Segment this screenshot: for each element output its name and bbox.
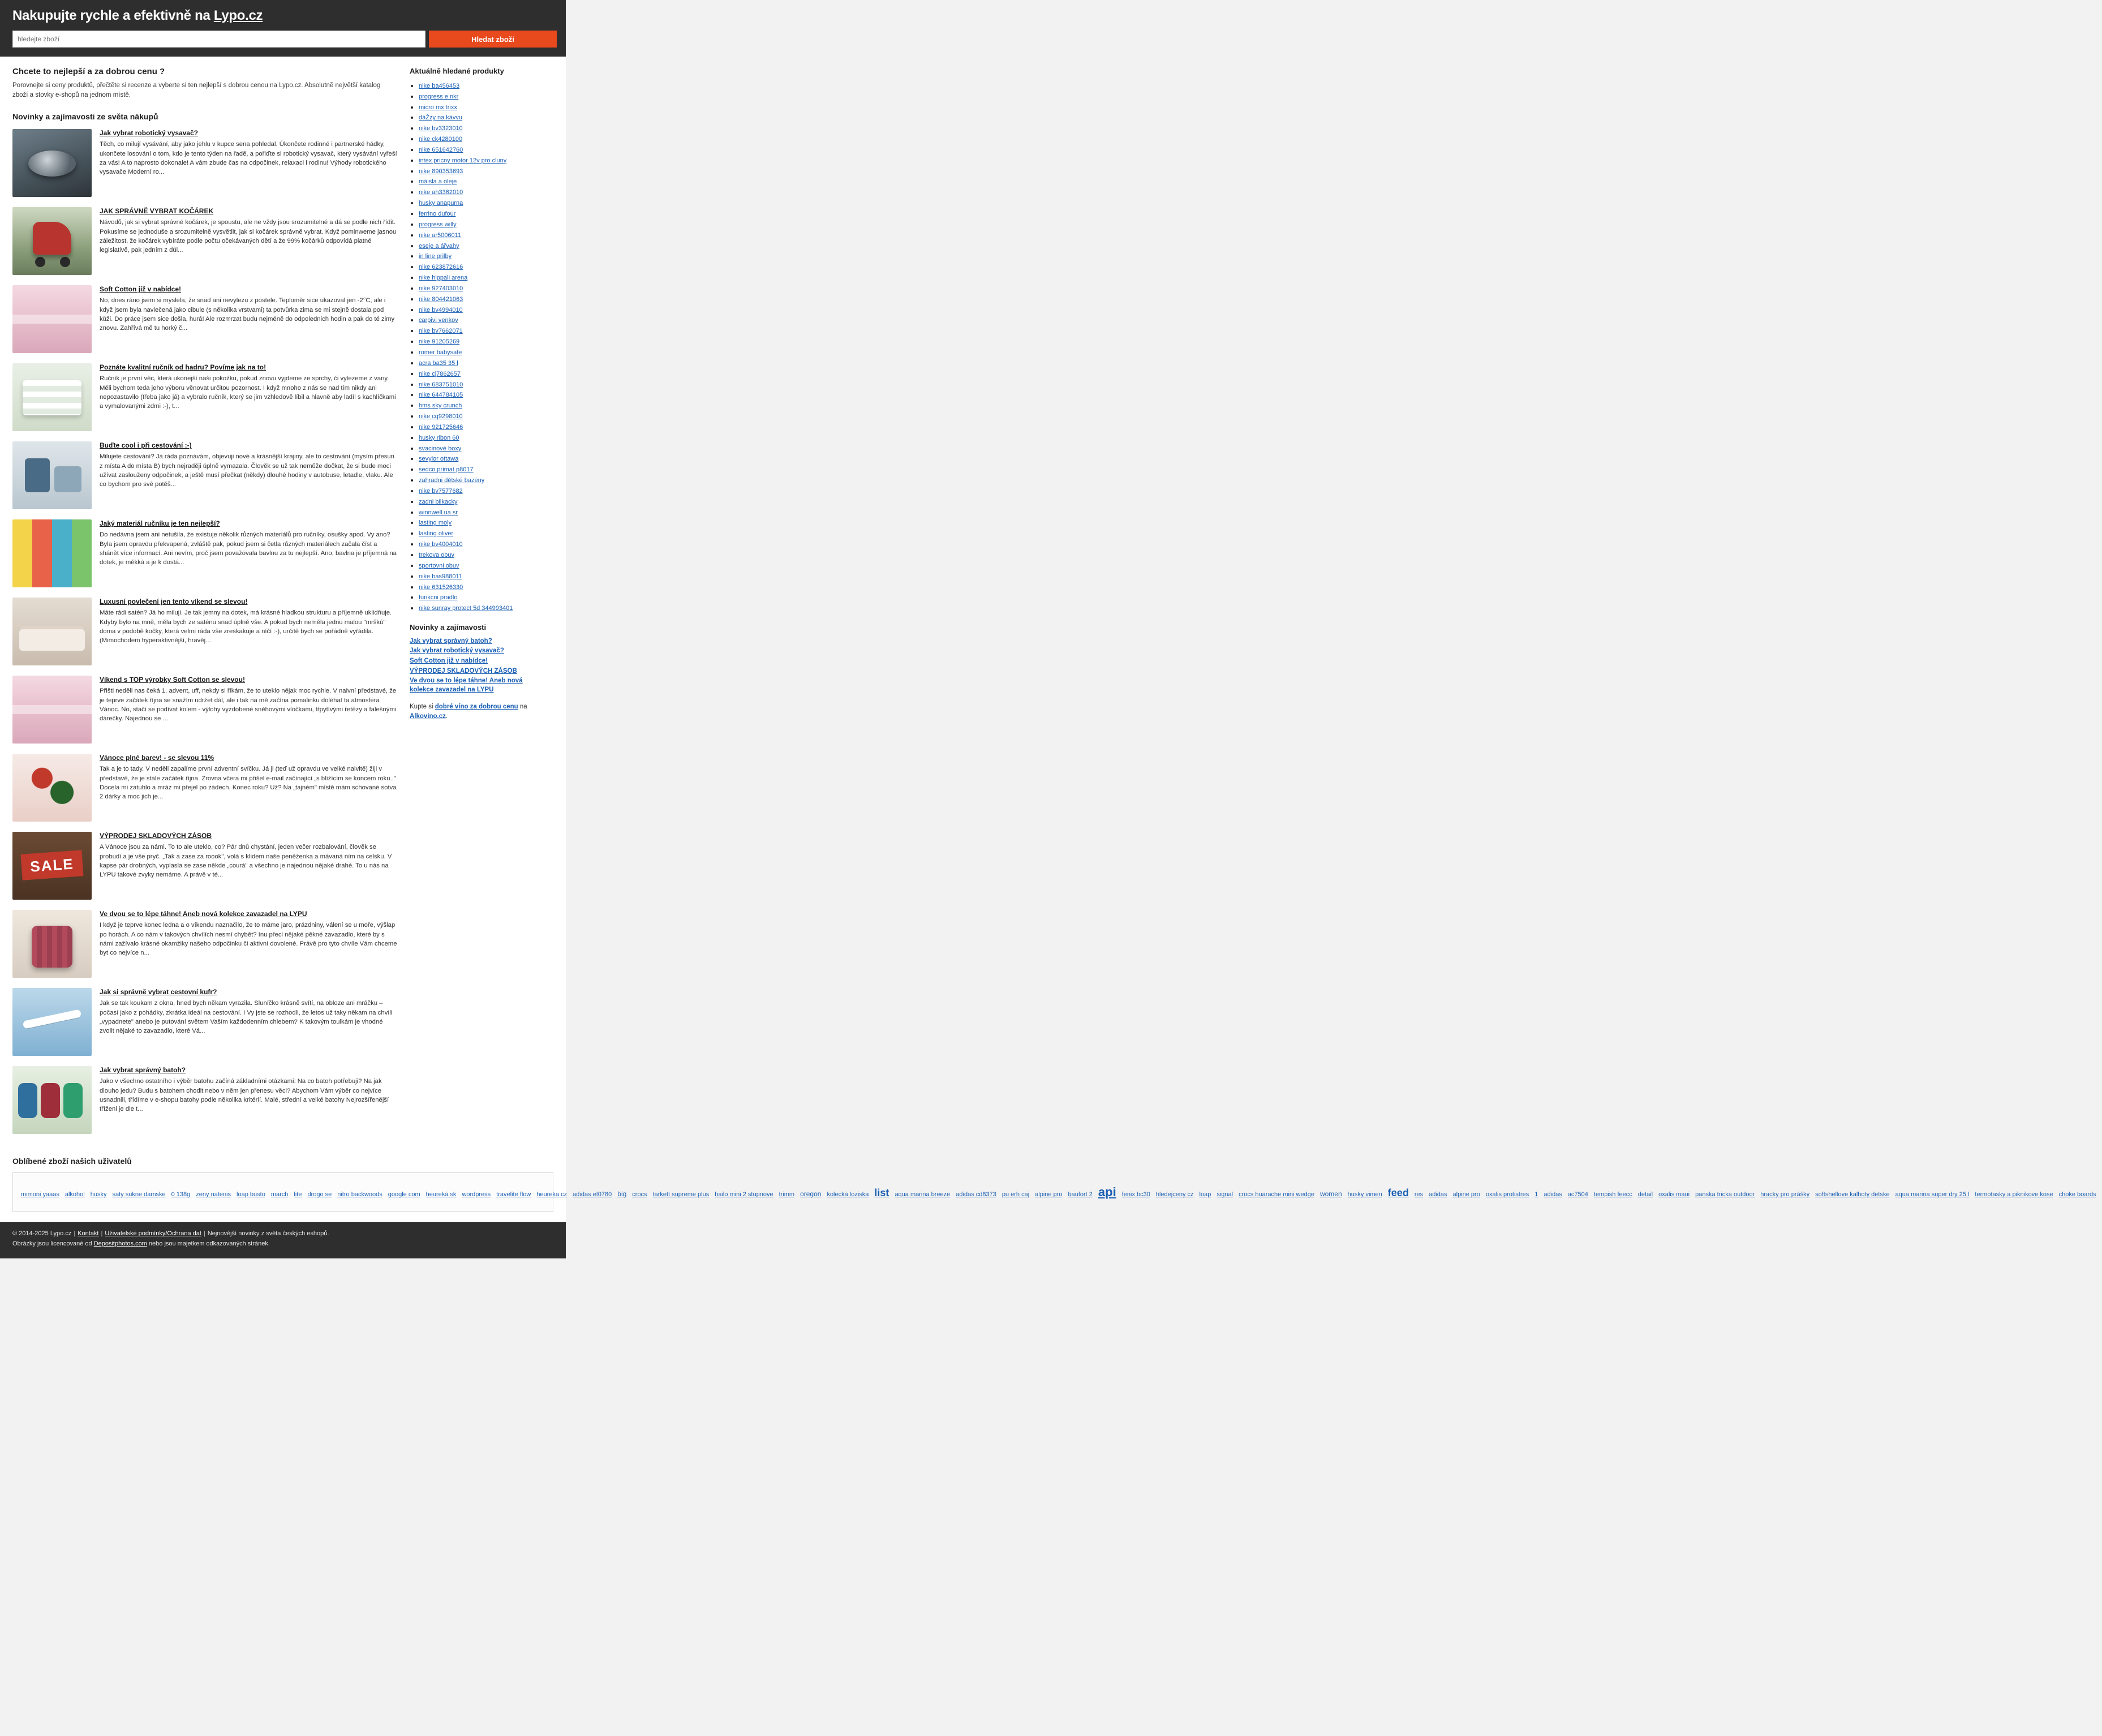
article-excerpt: Ručník je první věc, která ukonejší naši pokožku, pokud znovu vyjdeme ze sprchy, či vylezeme z vany. Měli bychom teda jeho výboru věnovat určitou pozornost. I když mnoho z nás se nad tím nikdy ani nepozastavilo (třeba jako já) a vybralo ručník, který se jim vzhledově líbil a hlavně aby ladíl s kachlíčkami a vymalovanými zdmi :-), t... — [100, 375, 396, 410]
tag-link[interactable]: ac7504 — [1567, 1191, 1588, 1198]
popular-product-link[interactable]: nike 631526330 — [419, 583, 463, 591]
tag-link[interactable]: heureká sk — [425, 1191, 457, 1198]
popular-product-item — [419, 220, 545, 229]
article-item — [12, 1066, 397, 1134]
article-item — [12, 676, 397, 744]
article-thumbnail[interactable] — [12, 598, 92, 665]
popular-product-link[interactable]: nike ar5006011 — [419, 231, 462, 239]
tag-link[interactable]: saty sukne damske — [112, 1191, 166, 1198]
tag-link[interactable]: alpine pro — [1035, 1191, 1063, 1198]
popular-product-link[interactable]: nike bas988011 — [419, 573, 462, 580]
footer-depositphotos-link[interactable]: Depositphotos.com — [93, 1240, 147, 1247]
popular-product-item — [419, 262, 545, 272]
footer-contact-link[interactable]: Kontakt — [78, 1230, 99, 1237]
popular-product-link[interactable]: sedco primat p8017 — [419, 466, 474, 474]
popular-product-link[interactable]: intex pricny motor 12v pro cluny — [419, 157, 507, 164]
sidebar-news-title: Novinky a zajímavosti — [410, 623, 487, 632]
popular-product-link[interactable]: nike bv3323010 — [419, 125, 463, 132]
article-item — [12, 754, 397, 822]
popular-product-item — [419, 369, 545, 379]
tag-link[interactable]: choke boards — [2058, 1191, 2096, 1198]
search-button[interactable]: Hledat zboží — [429, 31, 557, 48]
popular-product-item — [419, 123, 545, 133]
article-title-link[interactable]: Vánoce plné barev! - se slevou 11% — [100, 754, 214, 762]
brand-link[interactable]: Lypo.cz — [213, 8, 263, 23]
footer-images-before: Obrázky jsou licencované od — [12, 1240, 94, 1247]
tag-link[interactable]: fenix bc30 — [1121, 1191, 1150, 1198]
article-item — [12, 285, 397, 353]
popular-product-item — [419, 273, 545, 282]
popular-product-item — [419, 81, 545, 91]
page-title-prefix: Nakupujte rychle a efektivně na — [12, 8, 214, 23]
popular-product-link[interactable]: acra ba35 35 l — [419, 359, 458, 367]
popular-product-item — [419, 187, 545, 197]
tag-link[interactable]: tarkett supreme plus — [652, 1191, 710, 1198]
article-thumbnail[interactable] — [12, 754, 92, 822]
popular-product-link[interactable]: micro mx trixx — [419, 104, 457, 111]
tag-link[interactable]: alpine pro — [1452, 1191, 1480, 1198]
tag-link[interactable]: softshellove kalhoty detske — [1815, 1191, 1890, 1198]
footer-line-2 — [12, 1239, 553, 1249]
article-item — [12, 519, 397, 587]
article-title-link[interactable]: Jak vybrat robotický vysavač? — [100, 129, 199, 137]
sidebar-news-link[interactable]: Jak vybrat správný batoh? — [410, 637, 492, 644]
article-title-link[interactable]: Jaký materiál ručníku je ten nejlepší? — [100, 519, 220, 528]
article-item — [12, 207, 397, 275]
article-excerpt: Do nedávna jsem ani netušila, že existuje několik různých materiálů pro ručníky, osušky apod. Vy ano? Byla jsem opravdu překvapená, zvláště pak, pokud jsem si četla různých materiálech začala číst a shánět více informací. Ani nevím, proč jsem považovala bavlnu za tu nejlepší. Ano, bavlna je příjemná na dotek, je měkká a je k dostá... — [100, 531, 397, 566]
article-body — [100, 598, 397, 665]
tag-link[interactable]: res — [1414, 1191, 1424, 1198]
sidebar — [410, 67, 545, 1144]
site-footer — [0, 1222, 566, 1258]
popular-product-link[interactable]: husky anapurna — [419, 200, 463, 207]
article-excerpt: Máte rádi satén? Já ho miluji. Je tak jemny na dotek, má krásné hladkou strukturu a příjemně uklidňuje. Kdyby bylo na mně, měla bych ze saténu snad úplně vše. A pokud bych neměla jednu malou "mrškú" doma v podobě kočky, která velmi ráda vše zreskakuje a níčí :-), určitě bych se pořádně vyřádila. (Mimochodem hyperaktivnější, hravěj... — [100, 609, 392, 644]
tag-link[interactable]: lite — [294, 1191, 302, 1198]
article-excerpt: Tak a je to tady. V neděli zapalíme první adventní svíčku. Já ji (teď už opravdu ve velké naivitě) žiji v představě, že je stále začátek října. Zrovna včera mi přišel e-mail začínající „s blížícím se koncem roku.." Docela mi zatuhlo a mráz mi přejel po zádech. Konec roku? Už? Na „tajném" místě mám schované sotva 2 dárky a moc jich je... — [100, 766, 397, 801]
article-excerpt: Těch, co milují vysávání, aby jako jehlu v kupce sena pohledal. Úkončete rodinné i partnerské hádky, ukončete losování o tom, kdo je tento týden na řadě, a pořiďte si robotický vysavač, který vysávání vyřeší za vás! A to naprosto dokonale! A vám zbude čas na odpočinek, relaxaci i rodinu! Výhody robotického vysavače Moderní ro... — [100, 141, 397, 176]
popular-product-link[interactable]: nike ck4280100 — [419, 136, 463, 143]
popular-product-link[interactable]: nike 890353693 — [419, 167, 463, 175]
tag-link[interactable]: pu erh caj — [1001, 1191, 1030, 1198]
sidebar-promo — [410, 702, 545, 721]
popular-product-item — [419, 156, 545, 165]
popular-product-link[interactable]: romer babysafe — [419, 349, 462, 356]
promo-text-after: . — [445, 712, 448, 720]
promo-link-alkovino[interactable]: Alkovino.cz — [410, 712, 446, 720]
popular-product-item — [419, 358, 545, 368]
footer-terms-link[interactable]: Uživatelské podmínky/Ochrana dat — [105, 1230, 201, 1237]
tag-link[interactable]: crocs — [632, 1191, 647, 1198]
sidebar-news-link[interactable]: Jak vybrat robotický vysavač? — [410, 647, 504, 655]
promo-link-wine[interactable]: dobré víno za dobrou cenu — [435, 703, 518, 711]
tag-link[interactable]: adidas — [1544, 1191, 1562, 1198]
tag-link[interactable]: aqua marina super dry 25 l — [1895, 1191, 1970, 1198]
popular-product-link[interactable]: carpivi venkov — [419, 317, 458, 324]
popular-product-item — [419, 251, 545, 261]
article-body — [100, 754, 397, 822]
popular-product-link[interactable]: nike 921725646 — [419, 423, 463, 431]
article-body — [100, 363, 397, 431]
tag-link[interactable]: women — [1319, 1190, 1342, 1198]
footer-images-after: nebo jsou majetkem odkazovaných stránek. — [147, 1240, 270, 1247]
article-body — [100, 129, 397, 197]
popular-product-item — [419, 294, 545, 304]
article-title-link[interactable]: Poznáte kvalitní ručník od hadru? Povíme jak na to! — [100, 363, 266, 372]
popular-product-link[interactable]: dáŽzy na kávvu — [419, 114, 463, 122]
popular-product-link[interactable]: nike hippali arena — [419, 274, 468, 282]
article-title-link[interactable]: Soft Cotton již v nabídce! — [100, 285, 181, 294]
popular-product-item — [419, 454, 545, 463]
popular-product-item — [419, 508, 545, 517]
tagcloud-title: Oblíbené zboží našich uživatelů — [12, 1157, 132, 1166]
popular-product-item — [419, 475, 545, 485]
popular-product-link[interactable]: sevylor ottawa — [419, 456, 459, 463]
tag-link[interactable]: oxalis protistres — [1485, 1191, 1529, 1198]
article-body — [100, 207, 397, 275]
popular-product-link[interactable]: winnwell ua sr — [419, 509, 458, 516]
article-title-link[interactable]: VÝPRODEJ SKLADOVÝCH ZÁSOB — [100, 832, 212, 840]
popular-product-item — [419, 241, 545, 251]
popular-product-item — [419, 134, 545, 144]
popular-product-link[interactable]: ferrino dufour — [419, 210, 456, 218]
popular-product-item — [419, 305, 545, 315]
popular-product-link[interactable]: funkcni pradlo — [419, 594, 458, 601]
sidebar-news-link[interactable]: VÝPRODEJ SKLADOVÝCH ZÁSOB — [410, 667, 517, 674]
article-excerpt: Návodů, jak si vybrat správné kočárek, je spoustu, ale ne vždy jsou srozumitelné a dá se podle nich řídit. Pokusíme se jednoduše a srozumitelně vysvětlit, jak si kočárek správně vybrat. Když pominweme jasnou záležitost, že kočárek vybíráte podle počtu očekávaných dětí a že 99% kočárků odpovídá platné legislativě, pak jedním z důl... — [100, 219, 397, 254]
popular-product-item — [419, 113, 545, 122]
article-body — [100, 676, 397, 744]
tag-link[interactable]: list — [874, 1187, 889, 1199]
tag-link[interactable]: trimm — [779, 1191, 795, 1198]
article-title-link[interactable]: Jak si správně vybrat cestovní kufr? — [100, 988, 217, 996]
article-excerpt: Přišti neděli nas čeká 1. advent, uff, nekdy si říkám, že to uteklo nějak moc rychle. V naivní představé, že je teprve začátek října se snažím udržet dál, ale i tak na mě začína pomalinku doléhat ta atmosféra Vánoc. No, stačí se podívat kolem - výlohy vyzdobené sněhovými vločkami, třpytívými řetězy a falešnými dárečky. Najednou se ... — [100, 687, 397, 723]
search-input[interactable] — [12, 31, 425, 48]
popular-product-link[interactable]: husky ribon 60 — [419, 434, 459, 441]
article-title-link[interactable]: Ve dvou se to lépe táhne! Aneb nová kolekce zavazadel na LYPU — [100, 910, 307, 918]
article-thumbnail[interactable] — [12, 832, 92, 900]
article-item — [12, 598, 397, 665]
popular-product-item — [419, 177, 545, 186]
tag-link[interactable]: husky vimen — [1347, 1191, 1382, 1198]
popular-product-item — [419, 444, 545, 453]
tag-link[interactable]: 1 — [1534, 1191, 1538, 1198]
article-item — [12, 910, 397, 978]
tag-link[interactable]: detail — [1637, 1191, 1653, 1198]
article-body — [100, 519, 397, 587]
sidebar-news-link[interactable]: Ve dvou se to lépe táhne! Aneb nová kolekce zavazadel na LYPU — [410, 677, 523, 693]
popular-product-item — [419, 561, 545, 570]
article-title-link[interactable]: JAK SPRÁVNĚ VYBRAT KOČÁREK — [100, 207, 214, 216]
popular-product-item — [419, 326, 545, 336]
footer-tagline: Nejnovější novinky z světa českých eshopů. — [207, 1230, 329, 1237]
promo-text-mid: na — [518, 703, 527, 711]
popular-product-item — [419, 486, 545, 496]
popular-product-item — [419, 401, 545, 410]
news-heading: Novinky a zajímavosti ze světa nákupů — [12, 112, 158, 122]
popular-product-item — [419, 315, 545, 325]
popular-product-link[interactable]: nike sunray protect 5d 344993401 — [419, 605, 513, 612]
tag-link[interactable]: adidas ef0780 — [573, 1191, 612, 1198]
tag-link[interactable]: oxalis maui — [1658, 1191, 1690, 1198]
popular-product-link[interactable]: máisla a oleje — [419, 178, 457, 186]
popular-product-item — [419, 209, 545, 218]
popular-product-item — [419, 603, 545, 613]
tag-link[interactable]: crocs huarache mini wedge — [1239, 1191, 1314, 1198]
footer-copyright: © 2014-2025 Lypo.cz — [12, 1230, 72, 1237]
tag-link[interactable]: hailo mini 2 stupnove — [715, 1191, 773, 1198]
popular-product-item — [419, 380, 545, 389]
tag-link[interactable]: nitro backwoods — [337, 1191, 382, 1198]
article-list — [12, 129, 397, 1134]
popular-product-link[interactable]: progress willy — [419, 221, 457, 228]
popular-product-item — [419, 390, 545, 399]
popular-product-link[interactable]: nike 651642760 — [419, 146, 463, 153]
article-body — [100, 832, 397, 900]
popular-product-item — [419, 518, 545, 527]
popular-product-link[interactable]: lasting oliver — [419, 530, 454, 538]
tag-link[interactable]: 0 138g — [171, 1191, 191, 1198]
article-body — [100, 988, 397, 1056]
article-title-link[interactable]: Jak vybrat správný batoh? — [100, 1066, 186, 1075]
popular-product-link[interactable]: nike bv4994010 — [419, 306, 463, 313]
intro-text: Porovnejte si ceny produktů, přečtěte si recenze a vyberte si ten nejlepší s dobrou cenou na Lypo.cz. Absolutně největší katalog zboží a stovky e-shopů na jednom místě. — [12, 82, 381, 98]
article-body — [100, 1066, 397, 1134]
content-area — [0, 57, 566, 1150]
popular-product-link[interactable]: svacinové boxy — [419, 445, 462, 452]
article-title-link[interactable]: Víkend s TOP výrobky Soft Cotton se slevou! — [100, 676, 245, 684]
popular-product-link[interactable]: nike 91205269 — [419, 338, 460, 346]
popular-product-link[interactable]: nike 804421063 — [419, 295, 463, 303]
tag-link[interactable]: wordpress — [462, 1191, 491, 1198]
popular-product-item — [419, 497, 545, 506]
tag-link[interactable]: oregon — [800, 1190, 822, 1198]
popular-product-item — [419, 145, 545, 154]
popular-product-item — [419, 92, 545, 101]
article-item — [12, 363, 397, 431]
popular-product-item — [419, 337, 545, 346]
tag-link[interactable]: baufort 2 — [1068, 1191, 1093, 1198]
popular-products-list — [410, 81, 545, 613]
article-title-link[interactable]: Buďte cool i při cestování :-) — [100, 441, 192, 450]
article-excerpt: Milujete cestování? Já ráda poznávám, objevuji nové a krásnější krajiny, ale to cestování (mysím přesun z místa A do místa B) bych nejraději úplně vymazala. Člověk se už tak nemůže dočkat, že si bude moci užívat zaslouženy odpočinek, a ještě musí přečkat (někdy) dlouhé hodiny v autobuse, letadle, vlaku. Ale co bychom pro své potěš... — [100, 453, 394, 488]
popular-product-item — [419, 528, 545, 538]
popular-product-item — [419, 102, 545, 112]
article-thumbnail[interactable] — [12, 207, 92, 275]
popular-product-item — [419, 465, 545, 474]
tag-link[interactable]: api — [1098, 1185, 1116, 1200]
tag-link[interactable]: signal — [1217, 1191, 1233, 1198]
article-thumbnail[interactable] — [12, 129, 92, 197]
tag-link[interactable]: termotasky a piknikove kose — [1975, 1191, 2053, 1198]
popular-product-link[interactable]: zadni bilkacky — [419, 498, 458, 505]
popular-product-link[interactable]: nike cq9298010 — [419, 413, 463, 420]
tag-link[interactable]: hledejceny cz — [1155, 1191, 1194, 1198]
article-thumbnail[interactable] — [12, 285, 92, 353]
promo-text-before: Kupte si — [410, 703, 435, 711]
popular-product-link[interactable]: trekova obuv — [419, 552, 454, 559]
tag-link[interactable]: heureka cz — [536, 1191, 568, 1198]
article-excerpt: I když je teprve konec ledna a o víkendu naznačilo, že to máme jaro, prázdniny, válení se u moře, výšlap po horách. A co nám v takových chvílích nesmí chybět? Inu přeci nějaké pěkné zavazadlo, které by s námi zažívalo krásné okamžiky našeho odpočinku či aktivní dovolené. Právě pro tyto chvíle Vám chceme byt co nejvíce n... — [100, 922, 397, 957]
popular-product-link[interactable]: sportovni obuv — [419, 562, 459, 569]
tag-link[interactable]: march — [270, 1191, 289, 1198]
popular-product-item — [419, 347, 545, 357]
article-item — [12, 129, 397, 197]
article-excerpt: Jako v všechno ostatního i výběr batohu začíná základními otázkami: Na co batoh potřebuji? Na jak dlouho jedu? Budu s batohem chodit nebo v něm jen přenesu věci? Abychom Vám výběr co nejvíce usnadnili, třídíme v e-shopu batohy podle několika kritérií. Malé, střední a velké batohy Nejrozšířenější tříženi je dle t... — [100, 1078, 389, 1113]
popular-product-item — [419, 539, 545, 549]
popular-product-link[interactable]: progress e nkr — [419, 93, 459, 100]
tag-link[interactable]: husky — [90, 1191, 107, 1198]
popular-product-item — [419, 411, 545, 421]
tag-link[interactable]: hracky pro prášky — [1760, 1191, 1810, 1198]
popular-product-item — [419, 198, 545, 208]
popular-product-link[interactable]: eseje a ářvahy — [419, 242, 459, 250]
article-item — [12, 441, 397, 509]
article-thumbnail[interactable] — [12, 910, 92, 978]
popular-product-item — [419, 422, 545, 432]
popular-product-link[interactable]: nike 683751010 — [419, 381, 463, 388]
site-header — [0, 0, 566, 57]
popular-product-link[interactable]: nike ah3362010 — [419, 189, 463, 196]
popular-product-link[interactable]: nike 623872616 — [419, 264, 463, 271]
popular-product-link[interactable]: nike 927403010 — [419, 285, 463, 292]
tag-link[interactable]: zeny natenis — [196, 1191, 231, 1198]
tag-link[interactable]: mimoni yaaas — [21, 1191, 59, 1198]
sidebar-news-link[interactable]: Soft Cotton již v nabídce! — [410, 658, 488, 664]
article-thumbnail[interactable] — [12, 519, 92, 587]
article-excerpt: Jak se tak koukam z okna, hned bych někam vyrazila. Sluníčko krásně svítí, na obloze ani mráčku – počasí jako z pohádky, zkrátka ideál na cestování. I Vy jste se rozhodli, že letos už taky někam na chvíli „vypadnete" anebo je putování světem Vaším každodenním chlebem? K takovým toulkám je vhodné zvolit nějaké to zavazadlo, které Vá... — [100, 1000, 393, 1035]
popular-product-link[interactable]: nike 644784105 — [419, 392, 463, 399]
article-thumbnail[interactable] — [12, 1066, 92, 1134]
article-excerpt: A Vánoce jsou za námi. To to ale uteklo, co? Pár dnů chystání, jeden večer rozbalování, člověk se probudí a je vše pryč. „Tak a zase za roook", volá s klidem naše peněženka a mávaná ním na celsku. V kapse pár drobných, vyplasla se zase někde „courá" a všechno je najednou nějaké drahé. To u nás na LYPU takové zvyky nemáme. A právě v té... — [100, 844, 392, 879]
article-thumbnail[interactable] — [12, 676, 92, 744]
popular-product-item — [419, 166, 545, 176]
article-body — [100, 441, 397, 509]
popular-product-link[interactable]: nike bv4004010 — [419, 541, 463, 548]
tagcloud-section — [0, 1150, 2096, 1222]
tag-link[interactable]: big — [617, 1190, 627, 1198]
article-thumbnail[interactable] — [12, 988, 92, 1056]
popular-product-item — [419, 433, 545, 442]
popular-product-link[interactable]: zahradni dětské bazény — [419, 477, 485, 484]
intro-title: Chcete to nejlepší a za dobrou cenu ? — [12, 67, 165, 76]
search-bar — [12, 31, 553, 57]
article-body — [100, 910, 397, 978]
tag-link[interactable]: feed — [1387, 1187, 1409, 1199]
article-item — [12, 832, 397, 900]
tag-link[interactable]: alkohol — [65, 1191, 85, 1198]
article-title-link[interactable]: Luxusní povlečení jen tento víkend se slevou! — [100, 598, 248, 606]
tag-link[interactable]: google com — [388, 1191, 420, 1198]
popular-product-item — [419, 550, 545, 560]
tagcloud-box — [12, 1172, 2096, 1212]
article-thumbnail[interactable] — [12, 441, 92, 509]
footer-line-1: © 2014-2025 Lypo.cz | Kontakt | Uživatelské podmínky/Ochrana dat | Nejnovější novinky z světa českých eshopů. — [12, 1230, 329, 1237]
tag-link[interactable]: loap busto — [237, 1191, 265, 1198]
article-body — [100, 285, 397, 353]
popular-product-link[interactable]: hms sky crunch — [419, 402, 462, 410]
tag-link[interactable]: adidas cd8373 — [956, 1191, 996, 1198]
tag-link[interactable]: tempish feecc — [1593, 1191, 1632, 1198]
popular-product-item — [419, 592, 545, 602]
tag-link[interactable]: adidas — [1429, 1191, 1447, 1198]
article-excerpt: No, dnes ráno jsem si myslela, že snad ani nevylezu z postele. Teploměr sice ukazoval jen -2°C, ale i když jsem byla navlečená jako cibule (s několika vrstvami) ta potvůrka zima se mi stejně dostala pod kůži. Do práce jsem sice došla, hurá! Ale rozmrzat budu nejméně do odpolednich hodin a pak do té zimy znovu. Zahřívá mě tu horký č... — [100, 297, 395, 332]
popular-product-item — [419, 582, 545, 592]
popular-product-link[interactable]: lasting moly — [419, 519, 452, 527]
tag-link[interactable]: drogo se — [307, 1191, 332, 1198]
tag-link[interactable]: travelite flow — [496, 1191, 531, 1198]
popular-product-link[interactable]: nike cj7862657 — [419, 370, 461, 377]
tag-link[interactable]: panska tricka outdoor — [1695, 1191, 1755, 1198]
tag-link[interactable]: aqua marina breeze — [895, 1191, 951, 1198]
sidebar-news-list — [410, 637, 545, 694]
popular-products-title: Aktuálně hledané produkty — [410, 67, 504, 75]
article-item — [12, 988, 397, 1056]
popular-product-link[interactable]: in line prilby — [419, 253, 452, 260]
tag-link[interactable]: loap — [1199, 1191, 1211, 1198]
popular-product-link[interactable]: nike bv7662071 — [419, 328, 463, 335]
popular-product-item — [419, 283, 545, 293]
tag-link[interactable]: kolecká loziska — [827, 1191, 869, 1198]
popular-product-item — [419, 571, 545, 581]
article-thumbnail[interactable] — [12, 363, 92, 431]
popular-product-link[interactable]: nike bv7577682 — [419, 487, 463, 495]
page-title — [12, 8, 553, 24]
popular-product-link[interactable]: nike ba456453 — [419, 82, 460, 89]
popular-product-item — [419, 230, 545, 240]
main-column — [12, 67, 397, 1144]
